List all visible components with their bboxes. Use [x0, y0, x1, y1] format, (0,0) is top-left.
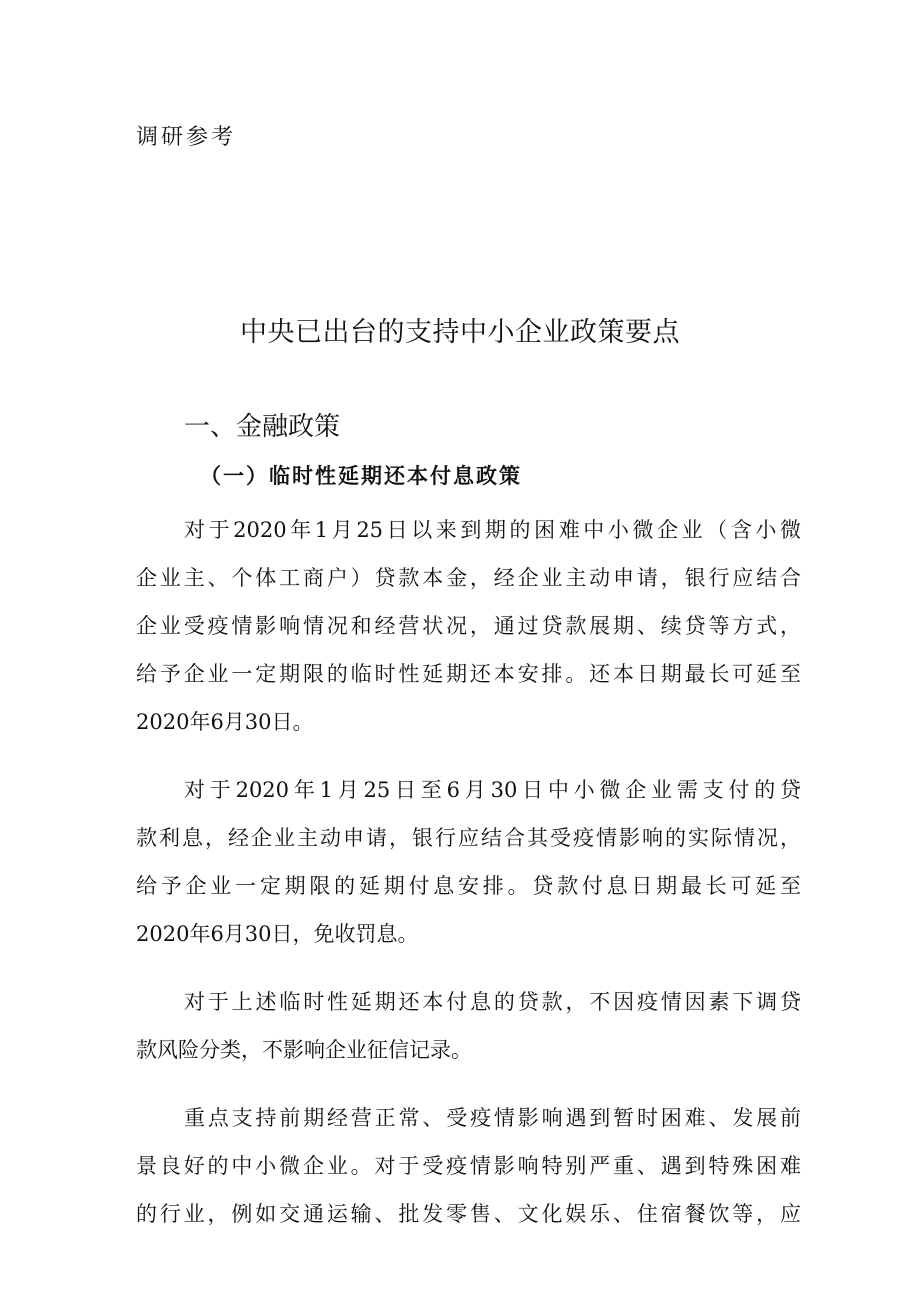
paragraph-line: 重点支持前期经营正常、受疫情影响遇到暂时困难、发展前	[184, 1106, 801, 1130]
paragraph	[136, 978, 801, 1074]
paragraph-line: 对于上述临时性延期还本付息的贷款，不因疫情因素下调贷	[184, 990, 801, 1014]
paragraph-line: 2020年6月30日，免收罚息。	[136, 922, 419, 946]
paragraph-line: 企业主、个体工商户）贷款本金，经企业主动申请，银行应结合	[136, 566, 801, 590]
header-label: 调研参考	[136, 125, 237, 150]
paragraph	[136, 506, 801, 746]
paragraph-line: 的行业，例如交通运输、批发零售、文化娱乐、住宿餐饮等，应	[136, 1202, 801, 1226]
paragraph	[136, 1094, 801, 1238]
paragraph-line: 给予企业一定期限的延期付息安排。贷款付息日期最长可延至	[136, 874, 801, 898]
paragraph-line: 景良好的中小微企业。对于受疫情影响特别严重、遇到特殊困难	[136, 1154, 801, 1178]
subsection-heading: （一）临时性延期还本付息政策	[200, 463, 522, 488]
paragraph-line: 款利息，经企业主动申请，银行应结合其受疫情影响的实际情况，	[136, 826, 801, 850]
paragraph	[136, 766, 801, 958]
paragraph-line: 2020年6月30日。	[136, 710, 314, 734]
document-title: 中央已出台的支持中小企业政策要点	[240, 317, 680, 348]
document-body	[136, 506, 801, 1258]
paragraph-line: 给予企业一定期限的临时性延期还本安排。还本日期最长可延至	[136, 662, 801, 686]
paragraph-line: 对于2020年1月25日以来到期的困难中小微企业（含小微	[184, 518, 801, 542]
section-heading: 一、金融政策	[184, 412, 341, 442]
paragraph-line: 款风险分类，不影响企业征信记录。	[136, 1038, 472, 1062]
paragraph-line: 企业受疫情影响情况和经营状况，通过贷款展期、续贷等方式，	[136, 614, 801, 638]
paragraph-line: 对于2020年1月25日至6月30日中小微企业需支付的贷	[184, 778, 801, 802]
